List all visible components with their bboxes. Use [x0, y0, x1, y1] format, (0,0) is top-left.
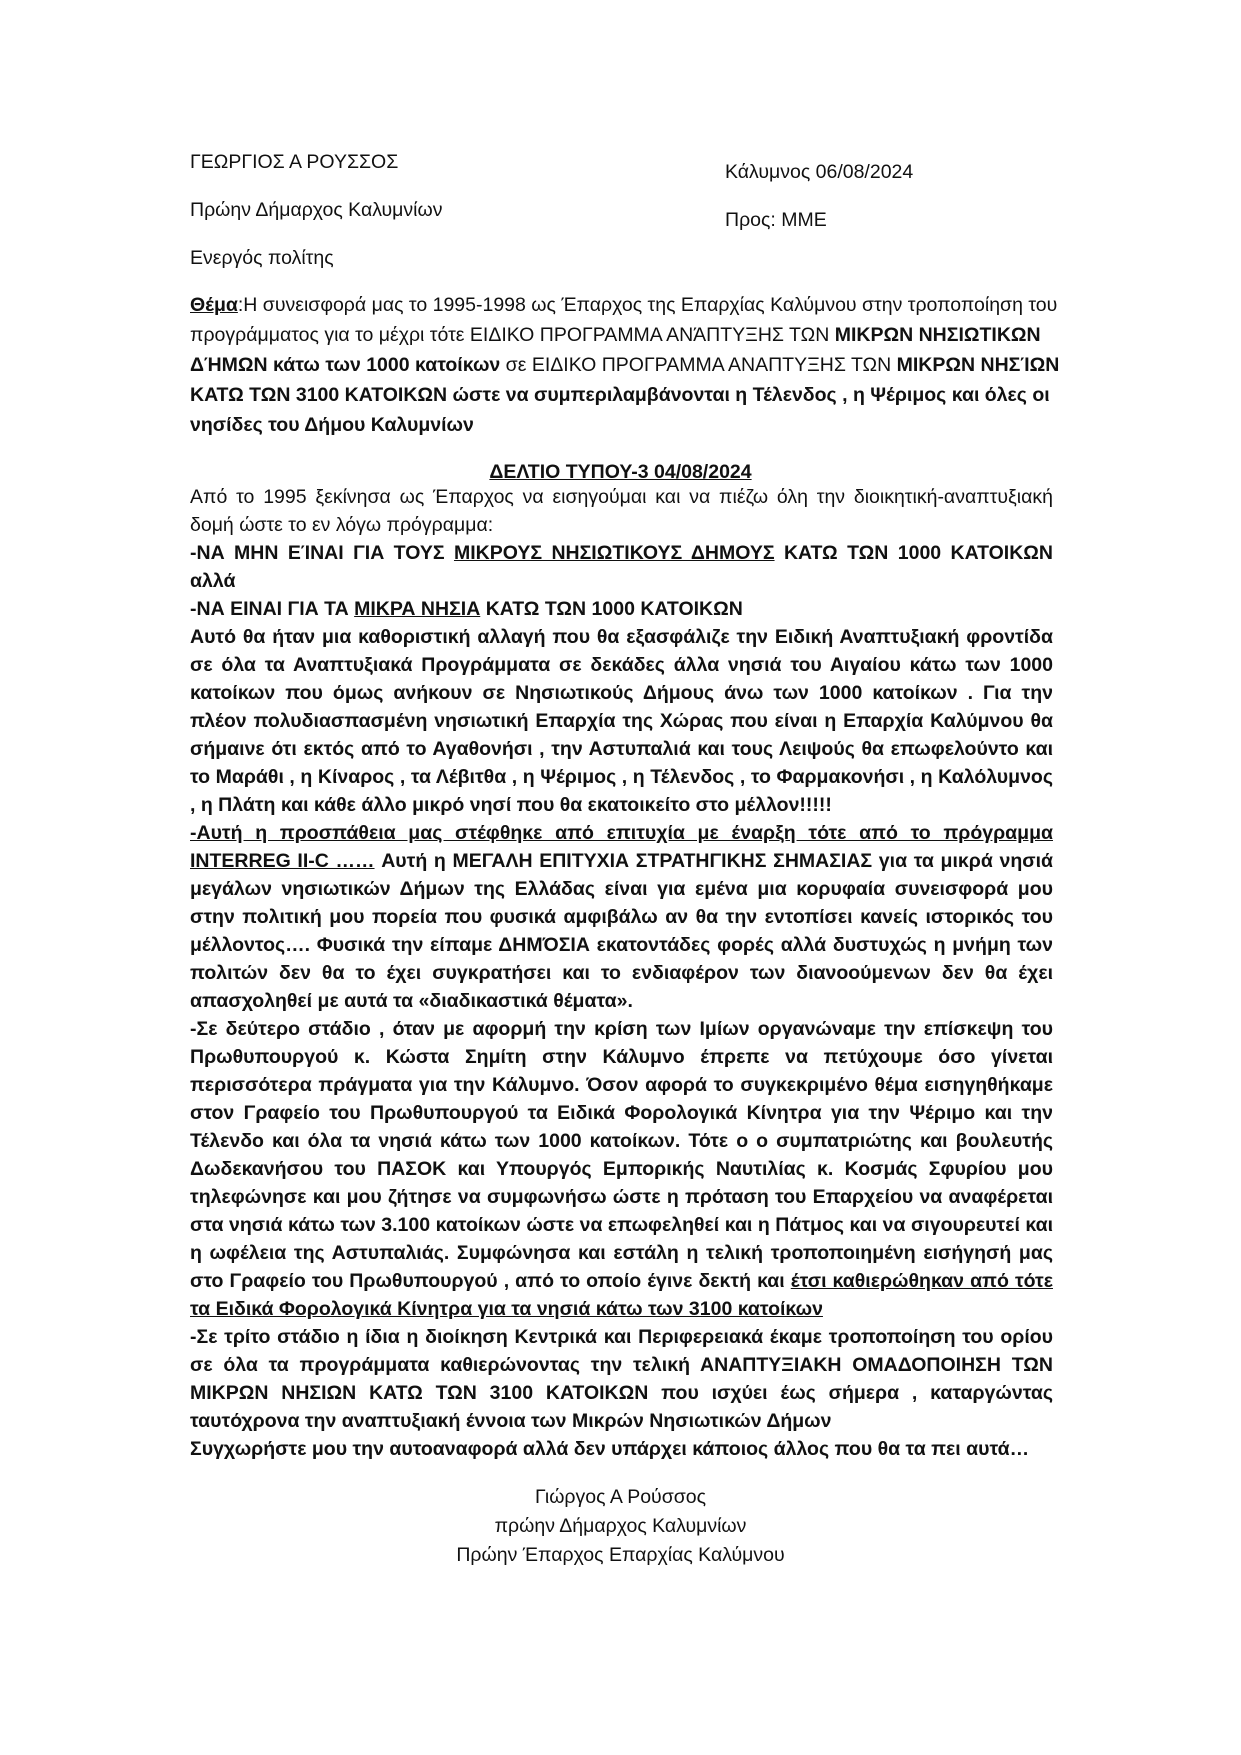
press-release-title: ΔΕΛΤΙΟ ΤΥΠΟΥ-3 04/08/2024 — [489, 461, 752, 483]
signature-block — [0, 1483, 1241, 1570]
signature-role-1: πρώην Δήμαρχος Καλυμνίων — [494, 1515, 747, 1537]
signature-name: Γιώργος Α Ρούσσος — [534, 1486, 707, 1508]
body-paragraph-3 — [190, 1015, 1053, 1323]
paragraph-2-underlined: -Αυτή η προσπάθεια μας στέφθηκε από επιτυχία με έναρξη τότε από το πρόγραμμα INTERREG II-C …… — [190, 822, 1053, 872]
recipient: Προς: ΜΜΕ — [725, 209, 827, 231]
place-date: Κάλυμνος 06/08/2024 — [725, 161, 914, 183]
line-a-text-1: -ΝΑ ΜΗΝ ΕΊΝΑΙ ΓΙΑ ΤΟΥΣ — [190, 542, 454, 564]
document-body — [190, 483, 1053, 1463]
body-paragraph-5: Συγχωρήστε μου την αυτοαναφορά αλλά δεν υπάρχει κάποιος άλλος που θα τα πει αυτά… — [190, 1438, 1030, 1460]
paragraph-3-underlined: έτσι καθιερώθηκαν από τότε τα Ειδικά Φορολογικά Κίνητρα για τα νησιά κάτω των 3100 κατοίκων — [190, 1270, 1053, 1320]
author-title: Ενεργός πολίτης — [190, 247, 334, 269]
line-b-underlined: ΜΙΚΡΑ ΝΗΣΙΑ — [354, 598, 481, 620]
body-paragraph-4: -Σε τρίτο στάδιο η ίδια η διοίκηση Κεντρικά και Περιφερειακά έκαμε τροποποίηση του ορίου σε όλα τα προγράμματα καθιερώνοντας την τελική ΑΝΑΠΤΥΞΙΑΚΗ ΟΜΑΔΟΠΟΙΗΣΗ ΤΩΝ ΜΙΚΡΩΝ ΝΗΣΙΩΝ ΚΑΤΩ ΤΩΝ 3100 ΚΑΤΟΙΚΩΝ που ισχύει έως σήμερα , καταργώντας ταυτόχρονα την αναπτυξιακή έννοια των Μικρών Νησιωτικών Δήμων — [190, 1326, 1053, 1432]
body-line-a — [190, 539, 1053, 595]
line-b-text-1: -ΝΑ ΕΙΝΑΙ ΓΙΑ ΤΑ — [190, 598, 355, 620]
body-intro: Από το 1995 ξεκίνησα ως Έπαρχος να εισηγούμαι και να πιέζω όλη την διοικητική-αναπτυξιακή δομή ώστε το εν λόγω πρόγραμμα: — [190, 486, 1053, 536]
author-role: Πρώην Δήμαρχος Καλυμνίων — [190, 199, 443, 221]
subject-block — [190, 290, 1070, 440]
author-name: ΓΕΩΡΓΙΟΣ Α ΡΟΥΣΣΟΣ — [190, 151, 399, 173]
subject-label: Θέμα — [190, 294, 238, 316]
signature-role-2: Πρώην Έπαρχος Επαρχίας Καλύμνου — [456, 1544, 785, 1566]
paragraph-2-rest: Αυτή η ΜΕΓΑΛΗ ΕΠΙΤΥΧΙΑ ΣΤΡΑΤΗΓΙΚΗΣ ΣΗΜΑΣΙΑΣ για τα μικρά νησιά μεγάλων νησιωτικών Δήμων της Ελλάδας είναι για εμένα μια κορυφαία συνεισφορά μου στην πολιτική μου πορεία που φυσικά αμφιβάλω αν θα την εντοπίσει κανείς ιστορικός του μέλλοντος…. Φυσικά την είπαμε ΔΗΜΌΣΙΑ εκατοντάδες φορές αλλά δυστυχώς η μνήμη των πολιτών δεν θα το έχει συγκρατήσει και το ενδιαφέρον των διανοούμενων δεν θα έχει απασχοληθεί με αυτά τα «διαδικαστικά θέματα». — [190, 850, 1054, 1012]
paragraph-3-text: -Σε δεύτερο στάδιο , όταν με αφορμή την κρίση των Ιμίων οργανώναμε την επίσκεψη του Πρωθυπουργού κ. Κώστα Σημίτη στην Κάλυμνο έπρεπε να πετύχουμε όσο γίνεται περισσότερα πράγματα για την Κάλυμνο. Όσον αφορά το συγκεκριμένο θέμα εισηγηθήκαμε στον Γραφείο του Πρωθυπουργού τα Ειδικά Φορολογικά Κίνητρα για την Ψέριμο και την Τέλενδο και όλα τα νησιά κάτω των 1000 κατοίκων. Τότε ο ο συμπατριώτης και βουλευτής Δωδεκανήσου του ΠΑΣΟΚ και Υπουργός Εμπορικής Ναυτιλίας κ. Κοσμάς Σφυρίου μου τηλεφώνησε και μου ζήτησε να συμφωνήσω ώστε η πρόταση του Επαρχείου να αναφέρεται στα νησιά κάτω των 3.100 κατοίκων ώστε να επωφεληθεί και η Πάτμος και να σιγουρευτεί και η ωφέλεια της Αστυπαλιάς. Συμφώνησα και εστάλη η τελική τροποποιημένη εισήγησή μας στο Γραφείο του Πρωθυπουργού , από το οποίο έγινε δεκτή και — [190, 1018, 1053, 1292]
subject-bold-1: ΜΙΚΡΩΝ ΝΗΣΙΩΤΙΚΩΝ ΔΉΜΩΝ κάτω των 1000 κατοίκων — [190, 324, 1041, 376]
subject-bold-2: ΜΙΚΡΩΝ ΝΗΣΊΩΝ ΚΑΤΩ ΤΩΝ 3100 ΚΑΤΟΙΚΩΝ ώστε να συμπεριλαμβάνονται η Τέλενδος , η Ψέριμος και όλες οι νησίδες του Δήμου Καλυμνίων — [190, 354, 1060, 436]
subject-text-2: σε ΕΙΔΙΚΟ ΠΡΟΓΡΑΜΜΑ ΑΝΑΠΤΥΞΗΣ ΤΩΝ — [500, 354, 897, 376]
body-line-b — [190, 595, 1053, 623]
body-paragraph-1: Αυτό θα ήταν μια καθοριστική αλλαγή που θα εξασφάλιζε την Ειδική Αναπτυξιακή φροντίδα σε όλα τα Αναπτυξιακά Προγράμματα σε δεκάδες άλλα νησιά του Αιγαίου κάτω των 1000 κατοίκων που όμως ανήκουν σε Νησιωτικούς Δήμους άνω των 1000 κατοίκων . Για την πλέον πολυδιασπασμένη νησιωτική Επαρχία της Χώρας που είναι η Επαρχία Καλύμνου θα σήμαινε ότι εκτός από το Αγαθονήσι , την Αστυπαλιά και τους Λειψούς θα επωφελούντο και το Μαράθι , η Κίναρος , τα Λέβιτθα , η Ψέριμος , η Τέλενδος , το Φαρμακονήσι , η Καλόλυμνος , η Πλάτη και κάθε άλλο μικρό νησί που θα εκατοικείτο στο μέλλον!!!!! — [190, 626, 1053, 816]
line-a-underlined: ΜΙΚΡΟΥΣ ΝΗΣΙΩΤΙΚΟΥΣ ΔΗΜΟΥΣ — [453, 542, 775, 564]
subject-text-1: :Η συνεισφορά μας το 1995-1998 ως Έπαρχος της Επαρχίας Καλύμνου στην τροποποίηση του προγράμματος για το μέχρι τότε ΕΙΔΙΚΟ ΠΡΟΓΡΑΜΜΑ ΑΝΆΠΤΥΞΗΣ ΤΩΝ — [190, 294, 1058, 346]
body-paragraph-2 — [190, 819, 1053, 1015]
line-a-text-2: ΚΑΤΩ ΤΩΝ 1000 ΚΑΤΟΙΚΩΝ αλλά — [190, 542, 1054, 592]
line-b-text-2: ΚΑΤΩ ΤΩΝ 1000 ΚΑΤΟΙΚΩΝ — [480, 598, 743, 620]
